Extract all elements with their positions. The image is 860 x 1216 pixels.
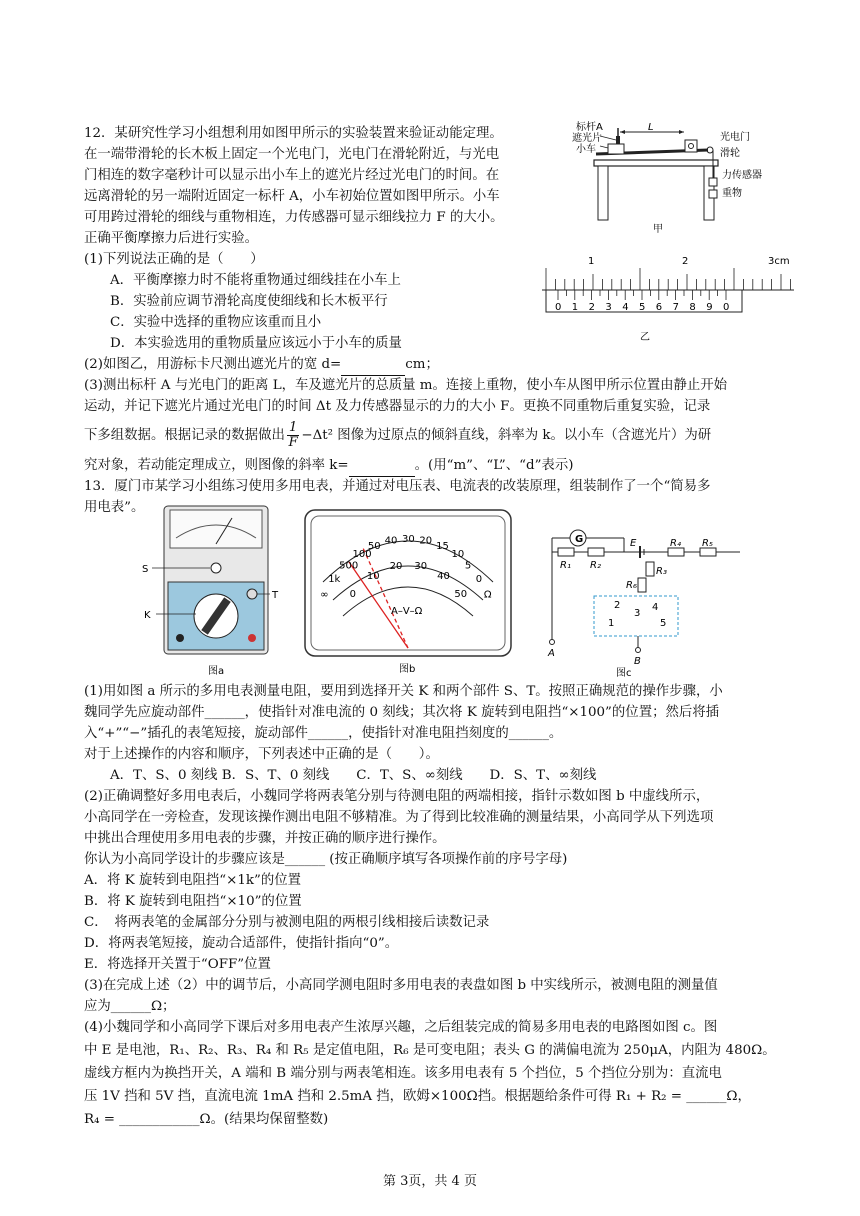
dial-ohm-label: 30	[402, 534, 415, 545]
q12-p3-a: (3)测出标杆 A 与光电门的距离 L，车及遮光片的总质量 m。连接上重物，使小车从图甲所示位置由静止开始	[84, 378, 728, 393]
figure-jia-apparatus	[568, 120, 778, 238]
fraction-1-over-f: $\frac{1}{F}$	[288, 420, 298, 450]
q12-stem-2: 门相连的数字毫秒计可以显示出小车上的遮光片经过光电门的时间。在	[84, 168, 500, 183]
dial-ohm-label: 20	[419, 535, 433, 547]
q13-p1-options: A．T、S、0 刻线 B．S、T、0 刻线 C．T、S、∞刻线 D．S、T、∞刻线	[110, 768, 597, 783]
q13-p3-a: (3)在完成上述（2）中的调节后，小高同学测电阻时多用电表的表盘如图 b 中实线所示，被测电阻的测量值	[84, 978, 718, 993]
label-r4: R₄	[670, 538, 681, 549]
q12-p3-d: 究对象，若动能定理成立，则图像的斜率 k= 。(用“m”、“L”、“d”表示)	[84, 456, 573, 477]
vernier-label: 7	[672, 302, 679, 313]
q13-stem-1: 用电表”。	[84, 500, 145, 515]
label-e: E	[630, 538, 637, 549]
label-r3: R₃	[656, 566, 667, 577]
label-shading-plate: 遮光片	[572, 133, 602, 144]
dial-ohm-label: 10	[451, 549, 465, 561]
caption-yi: 乙	[640, 332, 650, 343]
dial-linear-label: 20	[389, 561, 403, 573]
dial-ohm-label: 40	[384, 535, 398, 547]
dial-ohm-label: ∞	[320, 589, 329, 601]
q12-stem-4: 可用跨过滑轮的细线与重物相连，力传感器可显示细线拉力 F 的大小。	[84, 210, 504, 225]
label-photogate: 光电门	[720, 132, 750, 143]
q12-p1: (1)下列说法正确的是（ ）	[84, 252, 264, 267]
q13-step-a: A．将 K 旋转到电阻挡“×1k”的位置	[84, 873, 302, 888]
dial-linear-label: 10	[366, 570, 380, 582]
dial-ohm-label: 50	[367, 540, 381, 552]
figure-a-multimeter	[140, 502, 290, 680]
q13-p2-d: 你认为小高同学设计的步骤应该是______ (按正确顺序填写各项操作前的序号字母)	[84, 852, 568, 867]
main-tick-1: 1	[588, 256, 595, 267]
q13-stem-0: 13．厦门市某学习小组练习使用多用电表，并通过对电压表、电流表的改装原理，组装制作了一个“简易多	[84, 479, 711, 494]
switch-pos-2: 2	[614, 600, 621, 611]
q12-option-c: C．实验中选择的重物应该重而且小	[110, 315, 322, 330]
switch-pos-5: 5	[660, 618, 667, 629]
q13-p4-c: 虚线方框内为换挡开关，A 端和 B 端分别与两表笔相连。该多用电表有 5 个挡位，5 个挡位分别为：直流电	[84, 1066, 722, 1081]
caption-fig-a: 图a	[208, 666, 225, 677]
terminal-b: B	[634, 656, 641, 667]
label-pulley: 滑轮	[720, 148, 740, 159]
dial-ohm-label: 5	[464, 560, 472, 572]
q13-step-b: B．将 K 旋转到电阻挡“×10”的位置	[84, 894, 302, 909]
q13-p1-d: 对于上述操作的内容和顺序，下列表述中正确的是（ ）。	[84, 747, 439, 762]
vernier-label: 2	[588, 302, 595, 313]
page-footer: 第 3页，共 4 页	[383, 1174, 477, 1189]
main-tick-3cm: 3cm	[768, 256, 790, 267]
label-r6: R₆	[626, 580, 637, 591]
dial-ohm-label: 500	[339, 560, 359, 572]
q13-p4-a: (4)小魏同学和小高同学下课后对多用电表产生浓厚兴趣，之后组装完成的简易多用电表的电路图如图 c。图	[84, 1020, 718, 1035]
q13-step-d: D．将两表笔短接，旋动合适部件，使指针指向“0”。	[84, 936, 399, 951]
q13-p4-d: 压 1V 挡和 5V 挡，直流电流 1mA 挡和 2.5mA 挡，欧姆×100Ω挡。根据题给条件可得 R₁ + R₂ = ______Ω，	[84, 1089, 751, 1104]
terminal-a: A	[548, 648, 555, 659]
dial-linear-label: 50	[454, 588, 468, 600]
label-k: K	[144, 610, 151, 621]
vernier-label: 0	[555, 302, 562, 313]
label-r1: R₁	[560, 560, 571, 571]
q13-p1-a: (1)用如图 a 所示的多用电表测量电阻，要用到选择开关 K 和两个部件 S、T。按照正确规范的操作步骤，小	[84, 684, 723, 699]
q13-p1-c: 入“+”“−”插孔的表笔短接，旋动部件______，使指针对准电阻挡刻度的______。	[84, 726, 563, 741]
switch-pos-4: 4	[652, 602, 659, 613]
label-r2: R₂	[590, 560, 601, 571]
label-car: 小车	[576, 144, 596, 155]
caption-jia: 甲	[653, 224, 663, 235]
dial-linear-label: 30	[414, 561, 428, 573]
q13-p2-a: (2)正确调整好多用电表后，小魏同学将两表笔分别与待测电阻的两端相接，指针示数如图 b 中虚线所示，	[84, 789, 710, 804]
q12-stem-3: 远离滑轮的另一端附近固定一标杆 A，小车初始位置如图甲所示。小车	[84, 189, 500, 204]
vernier-label: 9	[706, 302, 713, 313]
dial-ohm-label: 15	[436, 540, 449, 552]
label-pole-a: 标杆A	[576, 122, 603, 133]
dial-ohm-label: 100	[352, 549, 372, 561]
caption-fig-b: 图b	[399, 664, 416, 675]
label-g: G	[575, 534, 584, 545]
vernier-label: 3	[605, 302, 612, 313]
q13-p1-b: 魏同学先应旋动部件______，使指针对准电流的 0 刻线；其次将 K 旋转到电阻挡“×100”的位置；然后将插	[84, 705, 720, 720]
q12-option-a: A．平衡摩擦力时不能将重物通过细线挂在小车上	[110, 273, 401, 288]
label-weight: 重物	[722, 188, 742, 199]
figure-b-dial	[303, 508, 515, 678]
vernier-label: 0	[723, 302, 730, 313]
figure-c-circuit	[540, 522, 752, 678]
q12-stem-5: 正确平衡摩擦力后进行实验。	[84, 231, 259, 246]
label-s: S	[142, 564, 149, 575]
label-t: T	[272, 590, 279, 601]
q12-p3-c: 下多组数据。根据记录的数据做出 $\frac{1}{F}$ −Δt² 图像为过原点的倾斜直线，斜率为 k。以小车（含遮光片）为研	[84, 420, 712, 450]
vernier-label: 4	[622, 302, 629, 313]
vernier-label: 8	[689, 302, 696, 313]
q12-option-b: B．实验前应调节滑轮高度使细线和长木板平行	[110, 294, 388, 309]
q13-step-e: E．将选择开关置于“OFF”位置	[84, 957, 271, 972]
q13-p2-b: 小高同学在一旁检查，发现该操作测出电阻不够精准。为了得到比较准确的测量结果，小高同学从下列选项	[84, 810, 714, 825]
dial-linear-label: 0	[349, 588, 357, 600]
label-r5: R₅	[702, 538, 713, 549]
label-l: L	[648, 122, 654, 133]
dial-ohm-label: 1k	[328, 574, 341, 586]
q12-stem-1: 在一端带滑轮的长木板上固定一个光电门，光电门在滑轮附近，与光电	[84, 147, 500, 162]
figure-yi-vernier	[536, 250, 798, 350]
q12-p2: (2)如图乙，用游标卡尺测出遮光片的宽 d= cm；	[84, 355, 439, 376]
q12-stem-0: 12．某研究性学习小组想利用如图甲所示的实验装置来验证动能定理。	[84, 126, 503, 141]
main-tick-2: 2	[682, 256, 689, 267]
vernier-label: 5	[639, 302, 646, 313]
dial-ohm-label: 0	[475, 574, 483, 586]
q13-p4-b: 中 E 是电池，R₁、R₂、R₃、R₄ 和 R₅ 是定值电阻，R₆ 是可变电阻；表头 G 的满偏电流为 250μA，内阻为 480Ω。	[84, 1043, 776, 1058]
switch-pos-3: 3	[634, 608, 641, 619]
q12-option-d: D．本实验选用的重物质量应该远小于小车的质量	[110, 336, 402, 351]
caption-fig-c: 图c	[616, 668, 632, 678]
q12-p3-b: 运动，并记下遮光片通过光电门的时间 Δt 及力传感器显示的力的大小 F。更换不同重物后重复实验，记录	[84, 399, 711, 414]
dial-ohm-label: Ω	[483, 589, 492, 601]
dial-unit: A–V–Ω	[391, 606, 423, 617]
q13-p2-c: 中挑出合理使用多用电表的步骤，并按正确的顺序进行操作。	[84, 831, 446, 846]
dial-linear-label: 40	[437, 570, 450, 582]
switch-pos-1: 1	[608, 618, 615, 629]
vernier-label: 1	[571, 302, 579, 313]
q13-p4-e: R₄ = ____________Ω。(结果均保留整数)	[84, 1112, 329, 1127]
vernier-label: 6	[655, 302, 663, 313]
q13-p3-b: 应为______Ω；	[84, 999, 176, 1014]
label-force-sensor: 力传感器	[722, 170, 762, 181]
q13-step-c: C． 将两表笔的金属部分分别与被测电阻的两根引线相接后读数记录	[84, 915, 490, 930]
